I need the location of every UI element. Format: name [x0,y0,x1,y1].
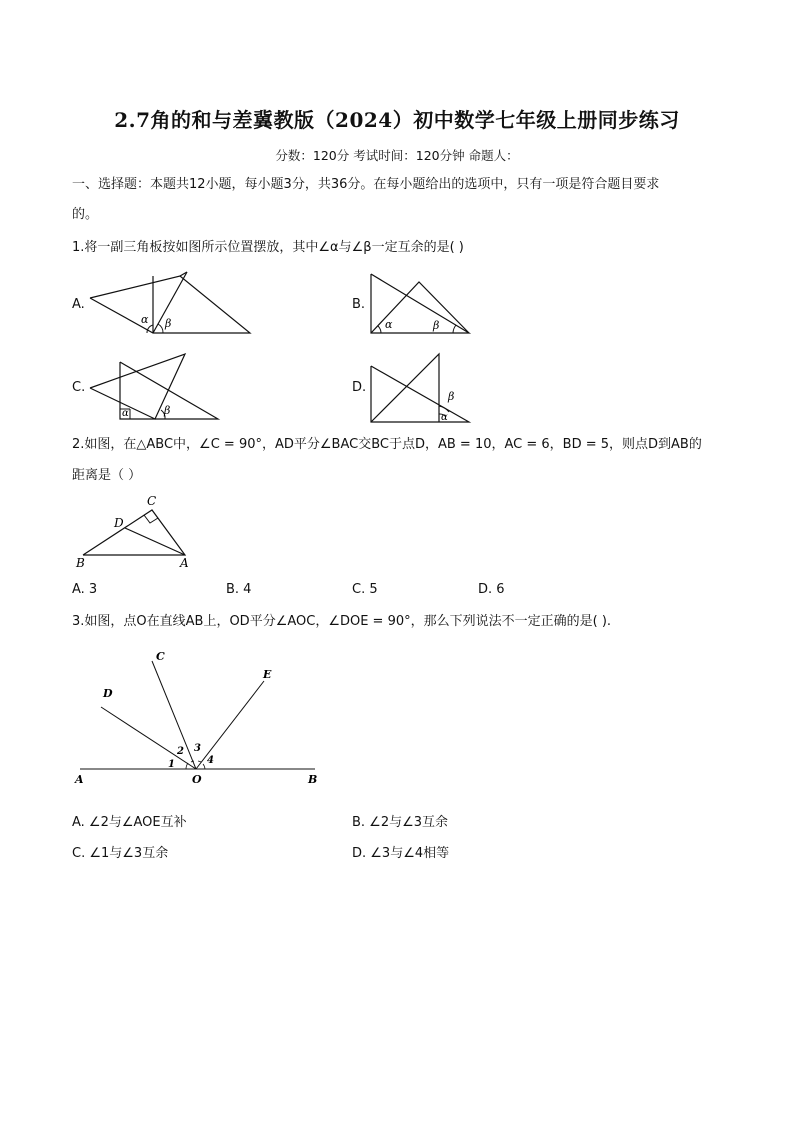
q3-label-e: E [263,668,272,681]
q3-label-b: B [308,773,318,786]
q2-label-a: A [180,556,189,570]
q1d-beta-label: β [448,390,455,403]
q3-option-a[interactable]: A. ∠2与∠AOE互补 [72,815,187,830]
q3-label-o: O [192,773,202,786]
q2-option-a[interactable]: A. 3 [72,582,98,597]
q3-angle-1: 1 [168,759,175,770]
q1-option-a-label[interactable]: A. [72,297,85,312]
q3-option-b[interactable]: B. ∠2与∠3互余 [352,815,449,830]
q1-figure-b [365,270,475,340]
q1a-alpha-label: α [141,313,149,326]
q2-option-d[interactable]: D. 6 [478,582,505,597]
q2-figure [74,492,194,572]
page-title: 2.7角的和与差冀教版（2024）初中数学七年级上册同步练习 [114,108,680,132]
q2-option-b[interactable]: B. 4 [226,582,252,597]
q3-figure [70,645,330,790]
q3-label-d: D [103,687,113,700]
q3-label-c: C [156,650,165,663]
q3-angle-3: 3 [194,743,201,754]
q1-option-c-label[interactable]: C. [72,380,86,395]
q2-option-c[interactable]: C. 5 [352,582,378,597]
q1b-alpha-label: α [385,318,393,331]
q1a-beta-label: β [165,317,172,330]
q3-option-d[interactable]: D. ∠3与∠4相等 [352,846,450,861]
q1-figure-c [85,350,225,425]
q2-stem-line2: 距离是（ ） [72,468,142,483]
q3-angle-2: 2 [177,746,184,757]
q1-figure-d [365,350,475,425]
q1-option-d-label[interactable]: D. [352,380,367,395]
q1c-alpha-label: α [122,408,129,419]
q1-stem: 1.将一副三角板按如图所示位置摆放，其中∠α与∠β一定互余的是( ) [72,240,464,255]
q3-label-a: A [75,773,84,786]
q1b-beta-label: β [433,319,440,332]
q2-label-b: B [76,556,85,570]
q1c-beta-label: β [164,404,171,417]
q1-option-b-label[interactable]: B. [352,297,366,312]
section-heading-line1: 一、选择题：本题共12小题，每小题3分，共36分。在每小题给出的选项中，只有一项是符合题目要求 [72,177,660,192]
q1d-alpha-label: α [441,412,448,423]
exam-info: 分数：120分 考试时间：120分钟 命题人： [275,148,519,163]
section-heading-line2: 的。 [72,207,99,222]
q2-label-c: C [147,494,157,508]
q2-label-d: D [114,516,124,530]
q1-figure-a [85,270,265,340]
q3-stem: 3.如图，点O在直线AB上，OD平分∠AOC，∠DOE = 90°，那么下列说法不一定正确的是( ). [72,614,612,629]
q2-stem-line1: 2.如图，在△ABC中，∠C = 90°，AD平分∠BAC交BC于点D，AB = 10，AC = 6，BD = 5，则点D到AB的 [72,437,702,452]
q3-angle-4: 4 [207,755,214,766]
q3-option-c[interactable]: C. ∠1与∠3互余 [72,846,169,861]
